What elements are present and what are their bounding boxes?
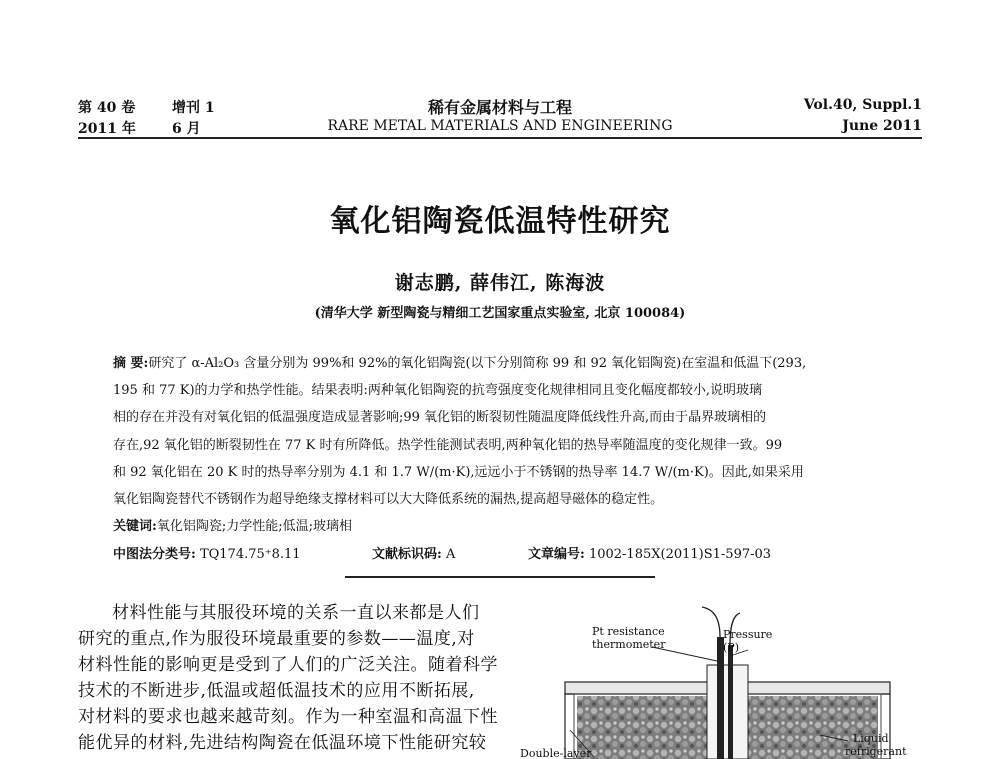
volume-cn: 第 40 卷 [78,100,136,116]
clc-value: TQ174.75⁺8.11 [199,547,301,562]
supplement-cn: 增刊 1 [172,100,215,116]
keywords-text: 氧化铝陶瓷;力学性能;低温;玻璃相 [156,519,352,534]
body-line: 能优异的材料,先进结构陶瓷在低温环境下性能研究较 [78,733,487,753]
label-liquid-line2: refrigerant [845,745,907,758]
apparatus-figure [520,595,920,759]
body-line: 材料性能的影响更是受到了人们的广泛关注。随着科学 [78,655,498,675]
art-value: 1002-185X(2011)S1-597-03 [588,547,772,562]
abstract-line [113,352,893,371]
clc-label: 中图法分类号: [113,547,196,562]
abstract-line: 和 92 氧化铝在 20 K 时的热导率分别为 4.1 和 1.7 W/(m·K),远远小于不锈钢的热导率 14.7 W/(m·K)。因此,如果采用 [113,465,804,480]
doc-value: A [445,547,456,562]
header-rule [78,137,922,139]
abstract-separator [345,576,655,578]
keywords-label: 关键词: [113,519,157,534]
label-pressure-line1: Pressure [723,628,773,641]
document-code [372,543,455,562]
abstract-line: 氧化铝陶瓷替代不锈钢作为超导绝缘支撑材料可以大大降低系统的漏热,提高超导磁体的稳定性。 [113,492,664,507]
article-title: 氧化铝陶瓷低温特性研究 [329,204,671,239]
thermometer-lead [702,607,720,637]
body-line: 材料性能与其服役环境的关系一直以来都是人们 [112,603,480,623]
abstract-text: 研究了 α-Al₂O₃ 含量分别为 99%和 92%的氧化铝陶瓷(以下分别简称 99 和 92 氧化铝陶瓷)在室温和低温下(293, [148,356,807,371]
date-en: June 2011 [842,118,922,134]
clc-code [113,543,301,562]
refrigerant-fill-left [577,696,707,759]
affiliation: (清华大学 新型陶瓷与精细工艺国家重点实验室, 北京 100084) [314,306,686,321]
label-liquid-line1: Liquid [853,732,889,745]
authors: 谢志鹏, 薛伟江, 陈海波 [394,272,606,294]
label-pt-line1: Pt resistance [592,625,665,638]
abstract-line: 相的存在并没有对氧化铝的低温强度造成显著影响;99 氧化铝的断裂韧性随温度降低线性升高,而由于晶界玻璃相的 [113,410,767,425]
thermometer-probe [717,637,724,759]
volume-en: Vol.40, Suppl.1 [803,97,922,113]
label-pt-line2: thermometer [592,638,666,651]
article-number [528,543,771,562]
journal-title-cn: 稀有金属材料与工程 [427,98,572,117]
year-cn: 2011 年 [78,121,136,137]
body-line: 对材料的要求也越来越苛刻。作为一种室温和高温下性 [78,707,498,727]
pressure-tube [728,645,733,759]
journal-title-en: RARE METAL MATERIALS AND ENGINEERING [327,118,673,134]
abstract-label: 摘 要: [113,356,149,371]
doc-label: 文献标识码: [372,547,442,562]
label-pressure-line2: (P) [723,641,739,654]
sample-tube [707,665,748,759]
label-double-layer: Double-layer [520,747,592,759]
body-line: 研究的重点,作为服役环境最重要的参数——温度,对 [78,629,475,649]
month-cn: 6 月 [172,121,201,137]
abstract-line: 存在,92 氧化铝的断裂韧性在 77 K 时有所降低。热学性能测试表明,两种氧化铝的热导率随温度的变化规律一致。99 [113,438,783,453]
art-label: 文章编号: [528,547,585,562]
abstract-line: 195 和 77 K)的力学和热学性能。结果表明:两种氧化铝陶瓷的抗弯强度变化规律相同且变化幅度都较小,说明玻璃 [113,383,763,398]
keywords [113,515,893,534]
body-line: 技术的不断进步,低温或超低温技术的应用不断拓展, [78,681,475,701]
